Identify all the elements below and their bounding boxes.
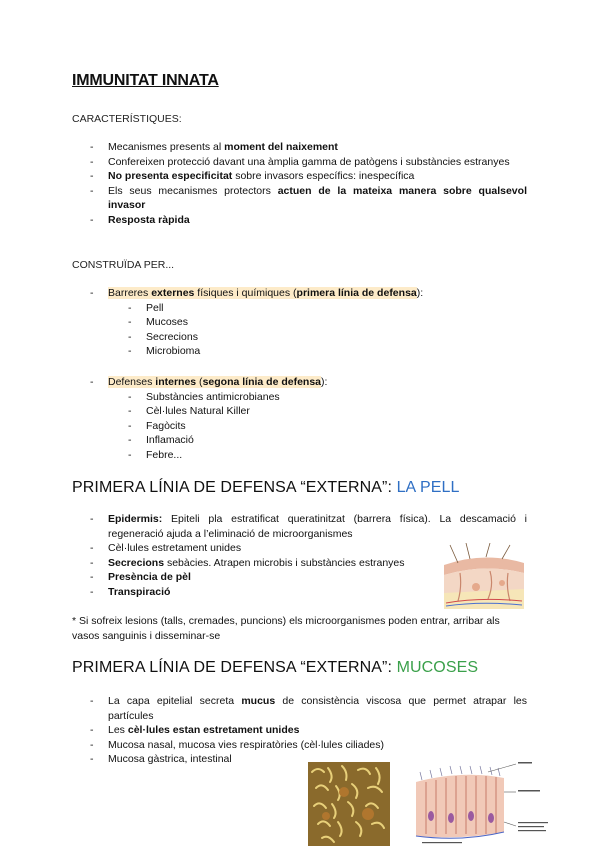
- list-item: - Mucosa nasal, mucosa vies respiratòries (cèl·lules ciliades): [90, 738, 527, 753]
- sub-item: - Mucoses: [108, 315, 527, 330]
- skin-illustration: [440, 543, 528, 613]
- list-item-barreres: - Barreres externes físiques i químiques (primera línia de defensa): - Pell - Mucoses - Secrecions - Microbioma: [90, 286, 527, 359]
- list-item: - Mucosa gàstrica, intestinal: [90, 752, 527, 767]
- section-heading-pell: PRIMERA LÍNIA DE DEFENSA “EXTERNA”: LA PELL: [72, 479, 460, 496]
- list-item: - Epidermis: Epiteli pla estratificat queratinitzat (barrera física). La descamació i regeneració ajuda a l’eliminació de microorganismes: [90, 512, 527, 541]
- list-item: - Secrecions sebàcies. Atrapen microbis i substàncies estranyes: [90, 556, 527, 571]
- characteristics-list: [90, 140, 527, 227]
- list-item: - La capa epitelial secreta mucus de consistència viscosa que permet atrapar les partícules: [90, 694, 527, 723]
- list-item-defenses: - Defenses internes (segona línia de defensa): - Substàncies antimicrobianes - Cèl·lules Natural Killer - Fagòcits - Inflamació - Febre...: [90, 375, 527, 462]
- pell-note: * Si sofreix lesions (talls, cremades, puncions) els microorganismes poden entrar, arribar als vasos sanguinis i disseminar-se: [72, 615, 500, 642]
- list-item: - Els seus mecanismes protectors actuen de la mateixa manera sobre qualsevol invasor: [90, 184, 527, 213]
- list-item: - Mecanismes presents al moment del naixement: [90, 140, 527, 155]
- sub-item: - Microbioma: [108, 344, 527, 359]
- list-item: - No presenta especificitat sobre invasors específics: inespecífica: [90, 169, 527, 184]
- section-heading-mucoses: PRIMERA LÍNIA DE DEFENSA “EXTERNA”: MUCOSES: [72, 659, 479, 676]
- epithelium-diagram: [392, 752, 564, 846]
- cilia-micrograph: [308, 762, 390, 846]
- list-item: - Presència de pèl: [90, 570, 527, 585]
- page-title: IMMUNITAT INNATA: [72, 72, 219, 89]
- list-item: - Transpiració: [90, 585, 527, 600]
- barreres-list: [90, 286, 527, 359]
- construida-label: CONSTRUÏDA PER...: [72, 259, 175, 271]
- sub-item: - Inflamació: [108, 433, 527, 448]
- list-item: - Les cèl·lules estan estretament unides: [90, 723, 527, 738]
- characteristics-label: CARACTERÍSTIQUES:: [72, 113, 182, 125]
- sub-item: - Substàncies antimicrobianes: [108, 390, 527, 405]
- sub-item: - Febre...: [108, 448, 527, 463]
- defenses-list: [90, 375, 527, 462]
- sub-item: - Cèl·lules Natural Killer: [108, 404, 527, 419]
- list-item: - Cèl·lules estretament unides: [90, 541, 527, 556]
- sub-item: - Pell: [108, 301, 527, 316]
- sub-item: - Fagòcits: [108, 419, 527, 434]
- list-item: - Confereixen protecció davant una àmplia gamma de patògens i substàncies estranyes: [90, 155, 527, 170]
- sub-item: - Secrecions: [108, 330, 527, 345]
- list-item: - Resposta ràpida: [90, 213, 527, 228]
